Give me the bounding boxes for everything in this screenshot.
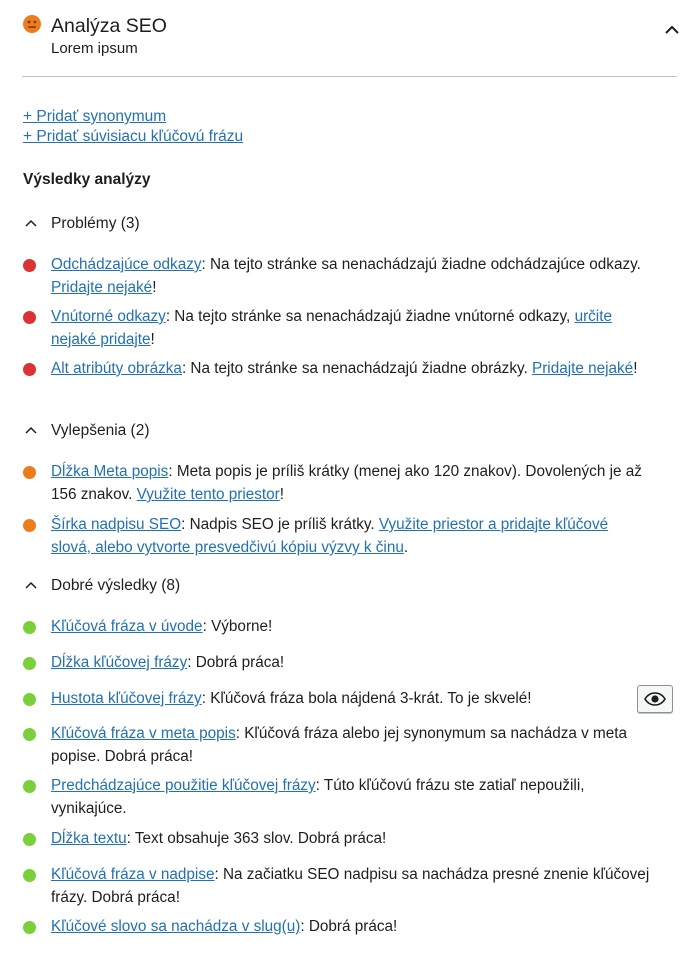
result-action-link[interactable]: Pridajte nejaké [532, 360, 634, 377]
seo-analysis-header[interactable] [0, 0, 694, 78]
highlight-eye-button[interactable] [637, 685, 673, 713]
result-link[interactable]: Dĺžka kľúčovej frázy [51, 654, 188, 671]
improvement-bullet-icon [23, 519, 36, 532]
result-link[interactable]: Hustota kľúčovej frázy [51, 690, 202, 707]
problem-bullet-icon [23, 311, 36, 324]
result-link[interactable]: Kľúčová fráza v nadpise [51, 866, 215, 883]
result-link[interactable]: Alt atribúty obrázka [51, 360, 182, 377]
chevron-up-icon[interactable] [663, 22, 681, 38]
good-bullet-icon [23, 621, 36, 634]
result-link[interactable]: Kľúčová fráza v meta popis [51, 725, 236, 742]
good-bullet-icon [23, 869, 36, 882]
problem-bullet-icon [23, 259, 36, 272]
group-improvements-label: Vylepšenia (2) [51, 422, 150, 439]
caret-up-icon [23, 216, 39, 232]
add-related-keyphrase-link[interactable]: + Pridať súvisiacu kľúčovú frázu [23, 128, 244, 145]
result-link[interactable]: Odchádzajúce odkazy [51, 256, 202, 273]
group-improvements-toggle[interactable] [23, 421, 150, 441]
divider [22, 76, 677, 77]
good-bullet-icon [23, 728, 36, 741]
caret-up-icon [23, 578, 39, 594]
good-bullet-icon [23, 693, 36, 706]
results-heading: Výsledky analýzy [23, 171, 151, 188]
result-link[interactable]: Vnútorné odkazy [51, 308, 166, 325]
result-action-link[interactable]: určite nejaké pridajte [51, 308, 612, 348]
group-problems-toggle[interactable] [23, 214, 140, 234]
problem-bullet-icon [23, 363, 36, 376]
result-link[interactable]: Šírka nadpisu SEO [51, 516, 182, 533]
caret-up-icon [23, 423, 39, 439]
good-bullet-icon [23, 921, 36, 934]
group-problems-label: Problémy (3) [51, 215, 140, 232]
neutral-face-icon [23, 15, 41, 33]
keyphrase-links [23, 107, 243, 147]
result-link[interactable]: Dĺžka textu [51, 830, 127, 847]
add-synonym-link[interactable]: + Pridať synonymum [23, 108, 167, 125]
result-link[interactable]: Kľúčová fráza v úvode [51, 618, 203, 635]
improvement-bullet-icon [23, 466, 36, 479]
good-bullet-icon [23, 780, 36, 793]
result-link[interactable]: Dĺžka Meta popis [51, 463, 169, 480]
eye-icon [644, 692, 666, 706]
group-good-toggle[interactable] [23, 576, 180, 596]
good-bullet-icon [23, 657, 36, 670]
result-action-link[interactable]: Využite tento priestor [136, 486, 280, 503]
good-bullet-icon [23, 833, 36, 846]
group-good-label: Dobré výsledky (8) [51, 577, 181, 594]
focus-keyphrase: Lorem ipsum [51, 40, 138, 57]
result-link[interactable]: Predchádzajúce použitie kľúčovej frázy [51, 777, 316, 794]
result-action-link[interactable]: Pridajte nejaké [51, 279, 153, 296]
panel-title: Analýza SEO [51, 15, 167, 37]
result-link[interactable]: Kľúčové slovo sa nachádza v slug(u) [51, 918, 301, 935]
result-action-link[interactable]: Využite priestor a pridajte kľúčové slová, alebo vytvorte presvedčivú kópiu výzvy k činu [51, 516, 609, 556]
